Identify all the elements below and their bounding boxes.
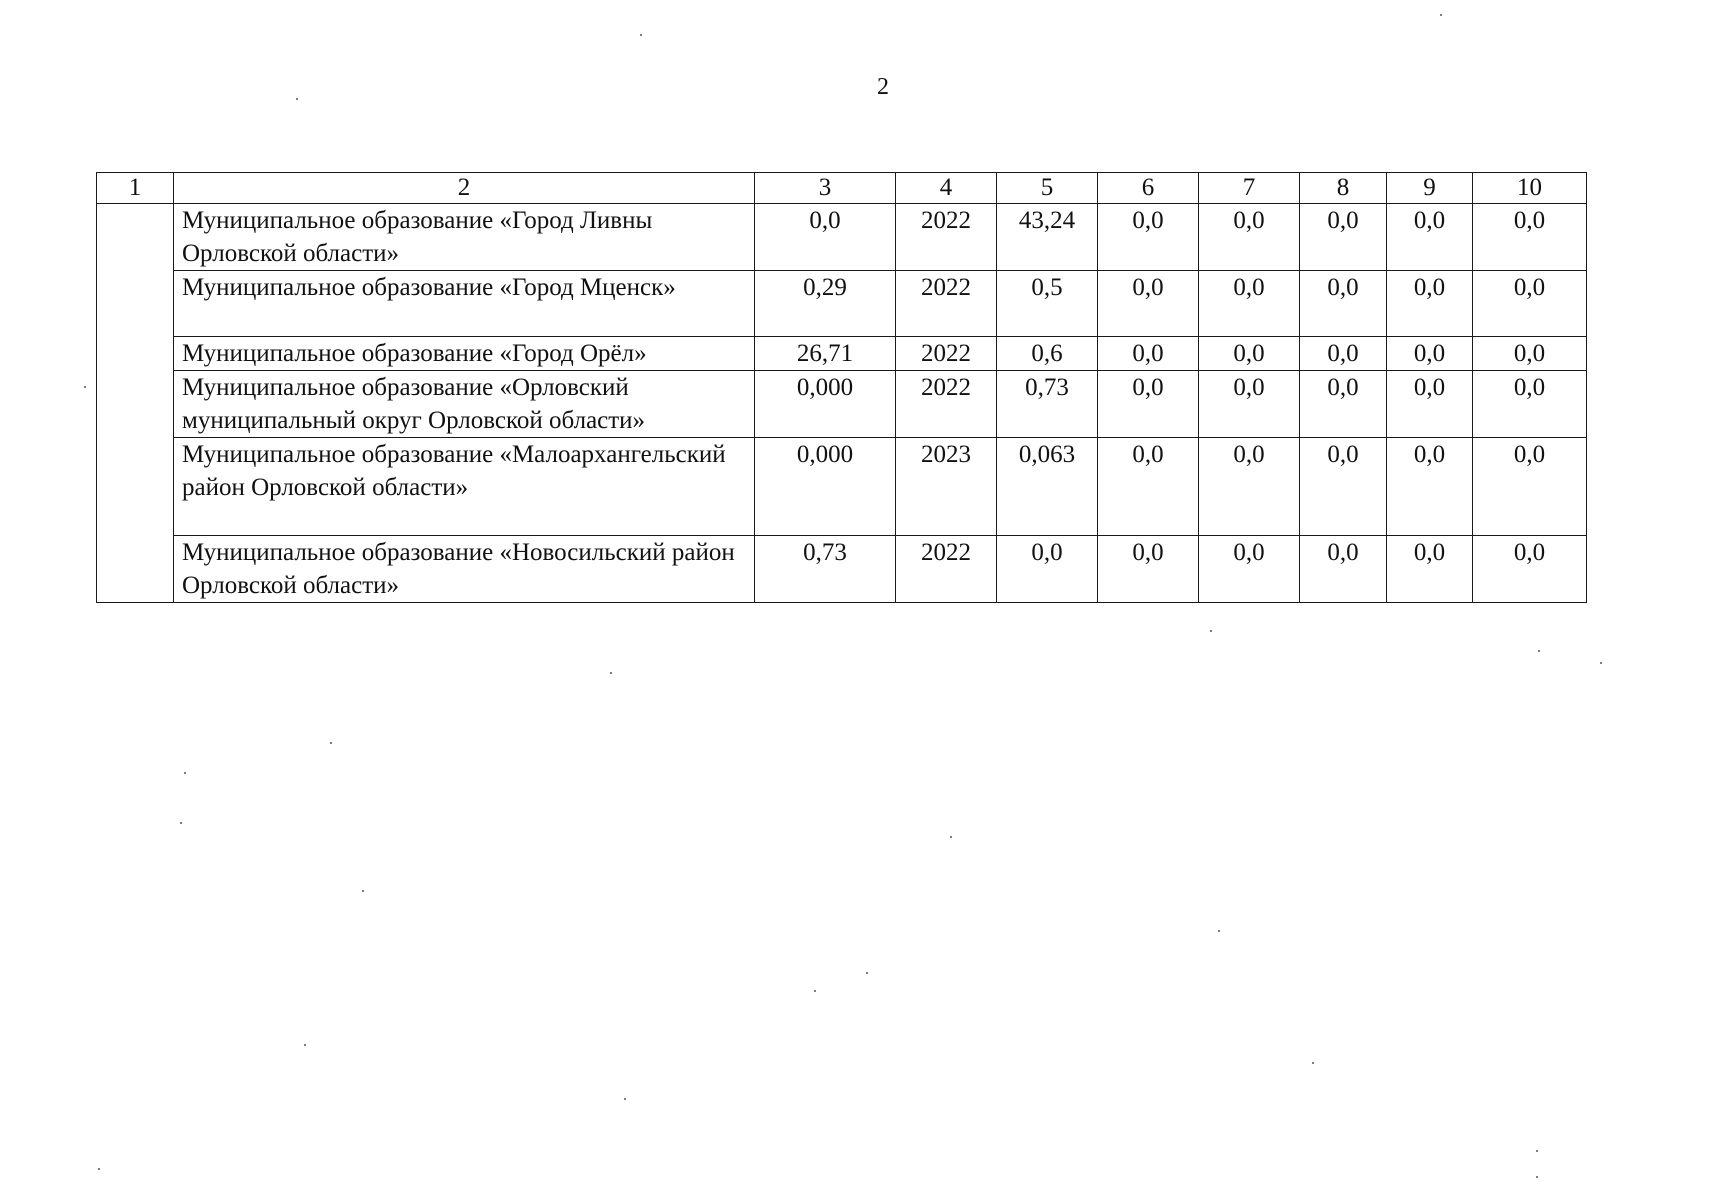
column-header: 3 <box>755 173 896 204</box>
column-header: 1 <box>97 173 174 204</box>
column-header: 7 <box>1199 173 1300 204</box>
municipality-name: Муниципальное образование «Новосильский район Орловской области» <box>174 536 755 603</box>
municipality-name: Муниципальное образование «Малоархангельский район Орловской области» <box>174 438 755 536</box>
table-header-row <box>97 173 1587 204</box>
table-row <box>97 337 1587 371</box>
table-cell: 0,0 <box>1300 271 1387 337</box>
table-cell: 2023 <box>896 438 997 536</box>
table-cell: 0,0 <box>1473 271 1587 337</box>
table-row <box>97 271 1587 337</box>
scan-speck <box>1536 1176 1538 1178</box>
table-cell: 0,73 <box>755 536 896 603</box>
scan-speck <box>610 672 612 674</box>
table-cell: 0,0 <box>1098 271 1199 337</box>
table-cell: 2022 <box>896 371 997 438</box>
scan-speck <box>184 772 186 774</box>
table-cell: 0,0 <box>1199 204 1300 271</box>
scan-speck <box>1440 14 1442 16</box>
column-header: 5 <box>997 173 1098 204</box>
table-row <box>97 438 1587 536</box>
table-cell: 0,0 <box>1098 438 1199 536</box>
column-header: 10 <box>1473 173 1587 204</box>
scan-speck <box>330 742 332 744</box>
scan-speck <box>1600 662 1602 664</box>
scan-speck <box>1536 1150 1538 1152</box>
data-table <box>96 172 1587 603</box>
table-cell: 0,0 <box>1300 371 1387 438</box>
table-cell: 0,000 <box>755 438 896 536</box>
table-cell: 0,73 <box>997 371 1098 438</box>
table-cell: 0,0 <box>1098 371 1199 438</box>
table-cell: 0,0 <box>1473 337 1587 371</box>
table-cell: 0,000 <box>755 371 896 438</box>
table-row <box>97 204 1587 271</box>
scan-speck <box>814 990 816 992</box>
table-cell: 0,0 <box>997 536 1098 603</box>
scan-speck <box>296 98 298 100</box>
page-number: 2 <box>877 74 889 100</box>
scan-speck <box>84 386 86 388</box>
table-cell: 0,0 <box>1387 536 1473 603</box>
table-cell: 0,5 <box>997 271 1098 337</box>
scan-speck <box>304 1044 306 1046</box>
table-cell: 0,0 <box>1300 536 1387 603</box>
scan-speck <box>640 34 642 36</box>
table-cell: 0,0 <box>1300 438 1387 536</box>
municipality-name: Муниципальное образование «Город Мценск» <box>174 271 755 337</box>
table-cell: 0,0 <box>1387 438 1473 536</box>
table-cell: 0,0 <box>1098 204 1199 271</box>
scan-speck <box>98 1168 100 1170</box>
table-cell: 0,0 <box>755 204 896 271</box>
table-cell: 2022 <box>896 337 997 371</box>
table-cell: 0,0 <box>1473 371 1587 438</box>
scan-speck <box>866 972 868 974</box>
table-cell: 26,71 <box>755 337 896 371</box>
column-header: 8 <box>1300 173 1387 204</box>
table-cell: 43,24 <box>997 204 1098 271</box>
table-cell: 0,0 <box>1199 337 1300 371</box>
table-cell: 0,0 <box>1473 204 1587 271</box>
table-row <box>97 371 1587 438</box>
table-cell: 0,0 <box>1473 438 1587 536</box>
table-cell: 0,0 <box>1473 536 1587 603</box>
table-cell: 0,0 <box>1387 337 1473 371</box>
municipality-name: Муниципальное образование «Город Орёл» <box>174 337 755 371</box>
municipality-name: Муниципальное образование «Орловский муниципальный округ Орловской области» <box>174 371 755 438</box>
table-cell: 0,0 <box>1199 536 1300 603</box>
scan-speck <box>1312 1062 1314 1064</box>
table-cell: 0,0 <box>1199 438 1300 536</box>
table-cell: 0,29 <box>755 271 896 337</box>
table-cell: 0,0 <box>1199 271 1300 337</box>
table-cell: 0,0 <box>1387 204 1473 271</box>
table-cell: 0,0 <box>1098 337 1199 371</box>
scan-speck <box>1218 930 1220 932</box>
table-cell: 0,6 <box>997 337 1098 371</box>
table-cell: 0,0 <box>1098 536 1199 603</box>
table-cell: 2022 <box>896 271 997 337</box>
scan-speck <box>1538 650 1540 652</box>
table-cell: 0,0 <box>1300 204 1387 271</box>
table-cell: 0,0 <box>1387 271 1473 337</box>
scan-speck <box>1210 630 1212 632</box>
table-cell: 0,0 <box>1387 371 1473 438</box>
column-header: 9 <box>1387 173 1473 204</box>
scan-speck <box>362 890 364 892</box>
scan-speck <box>180 822 182 824</box>
merged-index-cell <box>97 204 174 603</box>
column-header: 2 <box>174 173 755 204</box>
table-cell: 2022 <box>896 536 997 603</box>
column-header: 6 <box>1098 173 1199 204</box>
table-cell: 2022 <box>896 204 997 271</box>
table-cell: 0,063 <box>997 438 1098 536</box>
table-row <box>97 536 1587 603</box>
scan-speck <box>950 836 952 838</box>
municipality-name: Муниципальное образование «Город Ливны Орловской области» <box>174 204 755 271</box>
column-header: 4 <box>896 173 997 204</box>
scan-speck <box>624 1098 626 1100</box>
table-cell: 0,0 <box>1300 337 1387 371</box>
table-cell: 0,0 <box>1199 371 1300 438</box>
